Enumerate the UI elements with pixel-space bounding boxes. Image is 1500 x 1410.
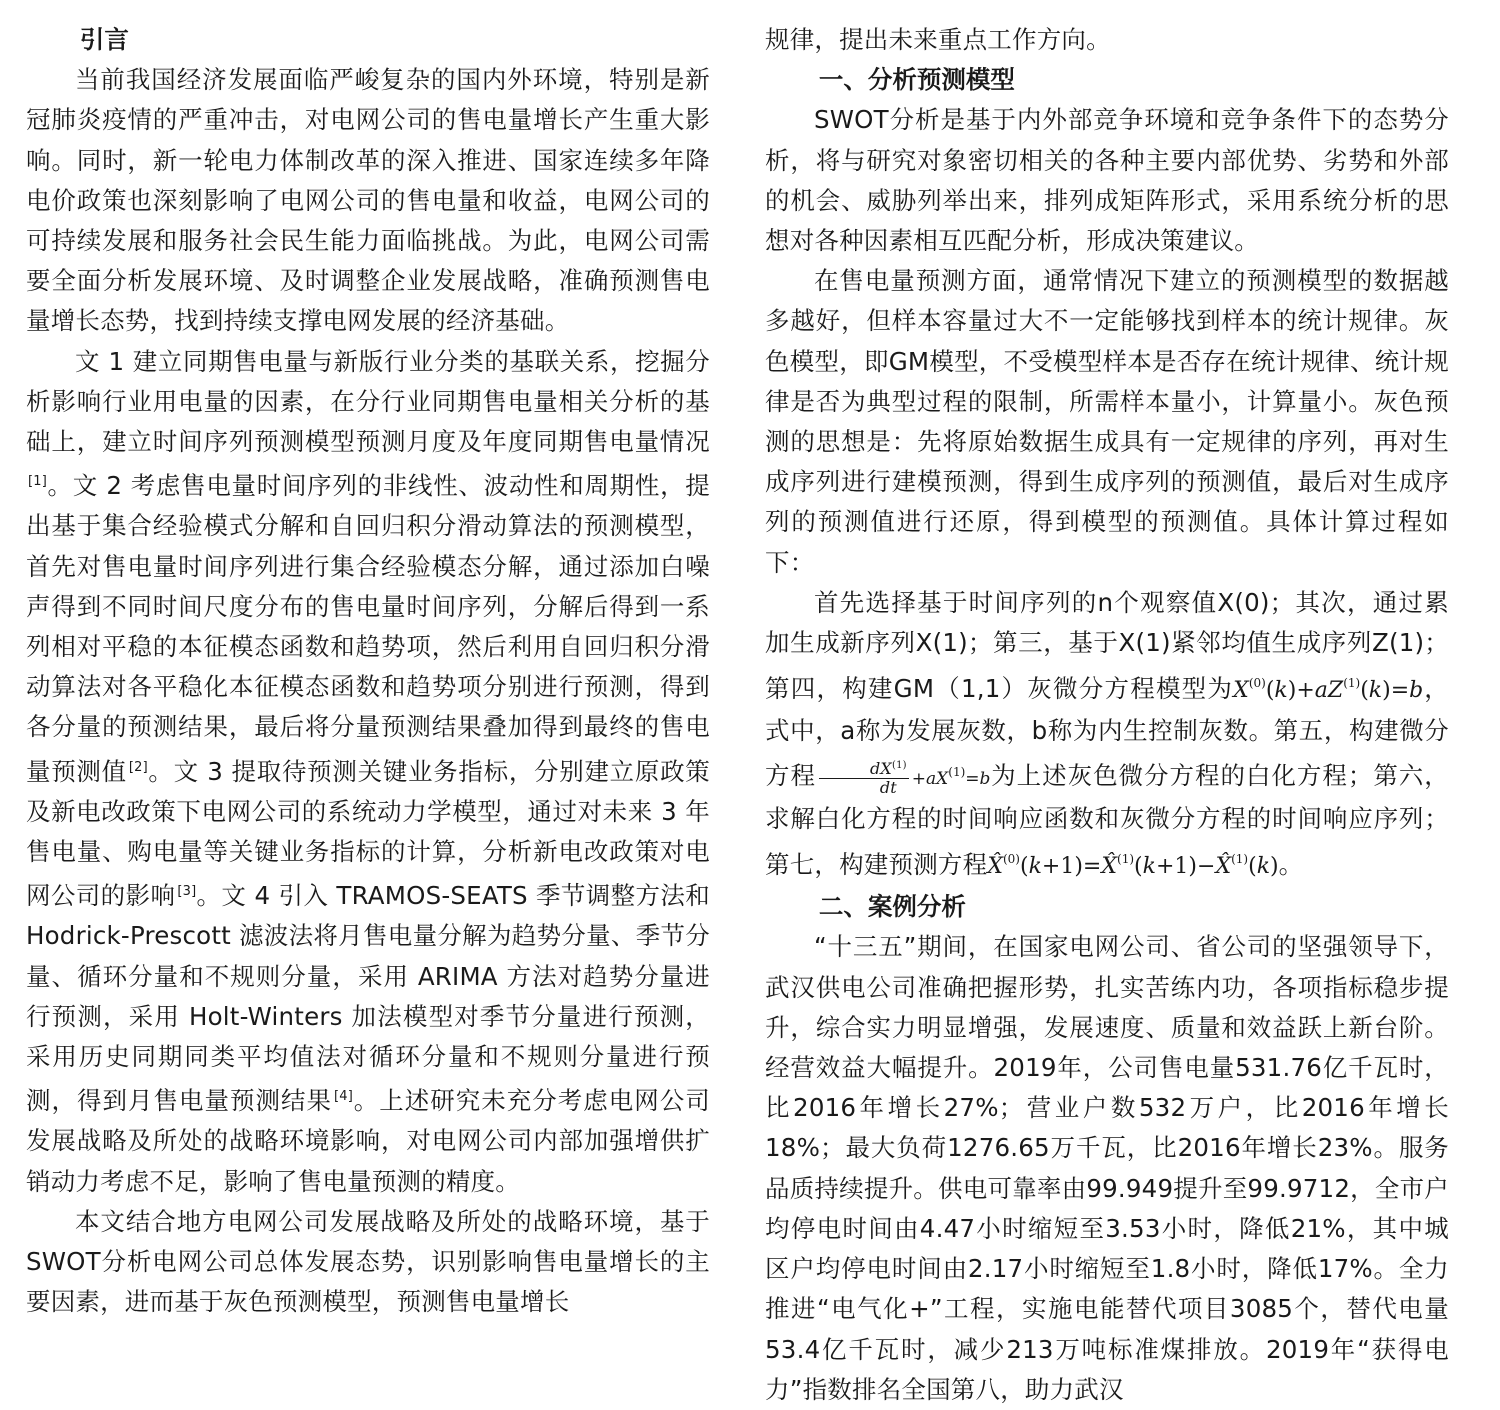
citation-3: [3] xyxy=(177,884,197,900)
citation-4: [4] xyxy=(333,1089,353,1105)
equation-derivative-fraction: $\frac{dX^{(1)}}{dt}$ xyxy=(819,757,909,797)
p3-text-4: 。 xyxy=(1278,850,1304,880)
model-paragraph-1: SWOT分析是基于内外部竞争环境和竞争条件下的态势分析，将与研究对象密切相关的各种主要内部优势、劣势和外部的机会、威胁列举出来，排列成矩阵形式，采用系统分析的思想对各种因素相互匹配分析，形成决策建议。 xyxy=(765,105,1449,256)
equation-prediction: X̂$^{(0)}$(k+1)=X̂$^{(1)}$(k+1)−X̂$^{(1)}$(k) xyxy=(987,852,1279,880)
intro-paragraph-2 xyxy=(26,342,710,1202)
intro-paragraph-1: 当前我国经济发展面临严峻复杂的国内外环境，特别是新冠肺炎疫情的严重冲击，对电网公司的售电量增长产生重大影响。同时，新一轮电力体制改革的深入推进、国家连续多年降电价政策也深刻影响了电网公司的售电量和收益，电网公司的可持续发展和服务社会民生能力面临挑战。为此，电网公司需要全面分析发展环境、及时调整企业发展战略，准确预测售电量增长态势，找到持续支撑电网发展的经济基础。 xyxy=(26,65,710,336)
para2-text-1: 文 1 建立同期售电量与新版行业分类的基联关系，挖掘分析影响行业用电量的因素，在分行业同期售电量相关分析的基础上，建立时间序列预测模型预测月度及年度同期售电量情况 xyxy=(26,346,710,457)
citation-2: [2] xyxy=(128,759,148,775)
continued-text: 规律，提出未来重点工作方向。 xyxy=(765,25,1111,54)
equation-grey-model: $X^{(0)}(k)+aZ^{(1)}(k)=b$ xyxy=(1233,676,1424,704)
equation-whitening: $+aX^{(1)}=b$ xyxy=(911,764,991,789)
model-paragraph-3 xyxy=(765,583,1449,887)
model-paragraph-2: 在售电量预测方面，通常情况下建立的预测模型的数据越多越好，但样本容量过大不一定能够找到样本的统计规律。灰色模型，即GM模型，不受模型样本是否存在统计规律、统计规律是否为典型过程的限制，所需样本量小，计算量小。灰色预测的思想是：先将原始数据生成具有一定规律的序列，再对生成序列进行建模预测，得到生成序列的预测值，最后对生成序列的预测值进行还原，得到模型的预测值。具体计算过程如下： xyxy=(765,266,1449,577)
section-heading-intro: 引言 xyxy=(79,25,129,54)
citation-1: [1] xyxy=(28,474,48,490)
para2-text-4: 。文 4 引入 TRAMOS-SEATS 季节调整方法和 Hodrick-Prescott 滤波法将月售电量分解为趋势分量、季节分量、循环分量和不规则分量，采用 ARIMA 方法对趋势分量进行预测，采用 Holt-Winters 加法模型对季节分量进行预测，采用历史同期同类平均值法对循环分量和不规则分量进行预测，得到月售电量预测结果 xyxy=(26,881,710,1116)
right-column xyxy=(765,0,1449,1410)
section-heading-case: 二、案例分析 xyxy=(818,892,966,922)
para2-text-2: 。文 2 考虑售电量时间序列的非线性、波动性和周期性，提出基于集合经验模式分解和自回归积分滑动算法的预测模型，首先对售电量时间序列进行集合经验模态分解，通过添加白噪声得到不同时间尺度分布的售电量时间序列，分解后得到一系列相对平稳的本征模态函数和趋势项，然后利用自回归积分滑动算法对各平稳化本征模态函数和趋势项分别进行预测，得到各分量的预测结果，最后将分量预测结果叠加得到最终的售电量预测值 xyxy=(26,471,710,786)
para2-text-3: 。文 3 提取待预测关键业务指标，分别建立原政策及新电改政策下电网公司的系统动力学模型，通过对未来 3 年售电量、购电量等关键业务指标的计算，分析新电改政策对电网公司的影响 xyxy=(26,756,710,911)
left-column xyxy=(26,0,710,1323)
p3-text-1: 首先选择基于时间序列的n个观察值X(0)；其次，通过累加生成新序列X(1)；第三，基于X(1)紧邻均值生成序列Z(1)；第四，构建GM（1,1）灰微分方程模型为 xyxy=(765,587,1449,704)
p3-text-3: 为上述灰色微分方程的白化方程；第六，求解白化方程的时间响应函数和灰微分方程的时间响应序列；第七，构建预测方程 xyxy=(765,760,1449,880)
p3-text-2: ，式中，a称为发展灰数，b称为内生控制灰数。第五，构建微分方程 xyxy=(765,674,1449,790)
case-paragraph-1: “十三五”期间，在国家电网公司、省公司的坚强领导下，武汉供电公司准确把握形势，扎实苦练内功，各项指标稳步提升，综合实力明显增强，发展速度、质量和效益跃上新台阶。经营效益大幅提升。2019年，公司售电量531.76亿千瓦时，比2016年增长27%；营业户数532万户，比2016年增长18%；最大负荷1276.65万千瓦，比2016年增长23%。服务品质持续提升。供电可靠率由99.949提升至99.9712，全市户均停电时间由4.47小时缩短至3.53小时，降低21%，其中城区户均停电时间由2.17小时缩短至1.8小时，降低17%。全力推进“电气化+”工程，实施电能替代项目3085个，替代电量53.4亿千瓦时，减少213万吨标准煤排放。2019年“获得电力”指数排名全国第八，助力武汉 xyxy=(765,932,1449,1404)
section-heading-model: 一、分析预测模型 xyxy=(818,65,1015,95)
para2-text-5: 。上述研究未充分考虑电网公司发展战略及所处的战略环境影响，对电网公司内部加强增供扩销动力考虑不足，影响了售电量预测的精度。 xyxy=(26,1086,710,1196)
intro-paragraph-3: 本文结合地方电网公司发展战略及所处的战略环境，基于SWOT分析电网公司总体发展态势，识别影响售电量增长的主要因素，进而基于灰色预测模型，预测售电量增长 xyxy=(26,1206,710,1317)
